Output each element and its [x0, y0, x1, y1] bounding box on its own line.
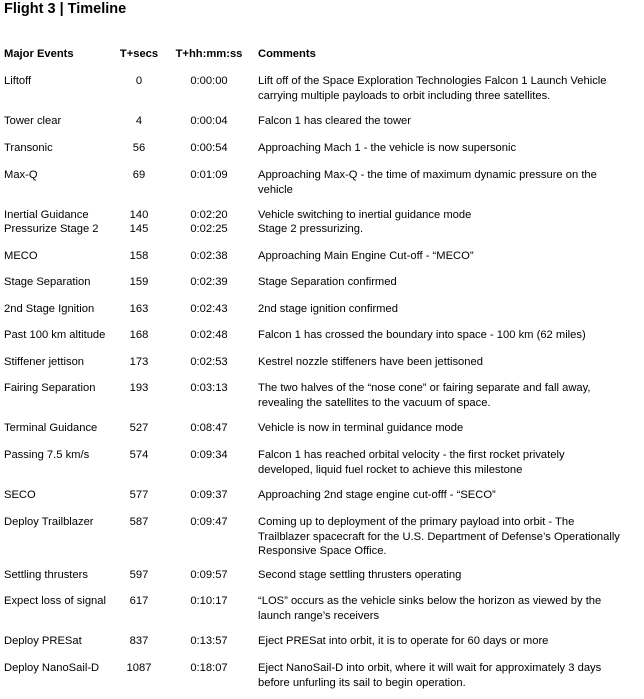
event-t-secs: 159 — [129, 276, 149, 288]
event-comment: carrying multiple payloads to orbit including three satellites. — [258, 89, 551, 102]
event-comment: Approaching Main Engine Cut-off - “MECO” — [258, 250, 474, 262]
event-name: Terminal Guidance — [4, 422, 98, 434]
event-t-hhmmss: 0:18:07 — [190, 662, 228, 674]
event-name: Settling thrusters — [4, 569, 88, 581]
event-t-secs: 617 — [129, 595, 149, 607]
event-comment: Approaching Mach 1 - the vehicle is now supersonic — [258, 142, 517, 154]
event-t-hhmmss: 0:02:39 — [190, 276, 228, 288]
event-comment: Responsive Space Office. — [258, 545, 387, 557]
event-name: Deploy Trailblazer — [4, 516, 94, 528]
event-comment: Falcon 1 has crossed the boundary into space - 100 km (62 miles) — [258, 329, 586, 341]
event-t-hhmmss: 0:01:09 — [190, 169, 228, 181]
event-name: Past 100 km altitude — [4, 329, 106, 341]
event-name: Stiffener jettison — [4, 356, 85, 368]
event-name: Deploy NanoSail-D — [4, 662, 100, 674]
event-comment: Second stage settling thrusters operating — [258, 569, 462, 581]
event-t-hhmmss: 0:10:17 — [190, 595, 228, 607]
event-comment: before unfurling its sail to begin operation. — [258, 676, 466, 689]
event-name: Liftoff — [4, 75, 32, 87]
event-name: Stage Separation — [4, 276, 91, 288]
event-name: Fairing Separation — [4, 382, 96, 394]
event-t-hhmmss: 0:09:57 — [190, 569, 228, 581]
event-t-secs: 0 — [135, 75, 143, 87]
event-t-secs: 69 — [132, 169, 146, 181]
event-t-hhmmss: 0:03:13 — [190, 382, 228, 394]
event-name: Pressurize Stage 2 — [4, 223, 99, 235]
event-comment: launch range’s receivers — [258, 609, 380, 622]
header-t-hhmmss: T+hh:mm:ss — [175, 48, 243, 60]
event-name: Expect loss of signal — [4, 595, 106, 607]
event-t-hhmmss: 0:00:54 — [190, 142, 228, 154]
event-t-secs: 140 — [129, 209, 149, 221]
event-name: Inertial Guidance — [4, 209, 89, 221]
event-t-hhmmss: 0:02:25 — [190, 223, 228, 235]
event-t-secs: 4 — [135, 115, 143, 127]
header-major-events: Major Events — [4, 48, 74, 60]
event-name: Transonic — [4, 142, 53, 154]
event-comment: Eject NanoSail-D into orbit, where it will wait for approximately 3 days — [258, 662, 602, 674]
event-name: SECO — [4, 489, 36, 501]
event-comment: Eject PRESat into orbit, it is to operate for 60 days or more — [258, 635, 549, 647]
event-t-hhmmss: 0:13:57 — [190, 635, 228, 647]
header-comments: Comments — [258, 48, 316, 60]
event-name: Deploy PRESat — [4, 635, 82, 647]
event-t-secs: 574 — [129, 449, 149, 461]
event-name: Tower clear — [4, 115, 62, 127]
event-t-hhmmss: 0:02:38 — [190, 250, 228, 262]
event-t-secs: 56 — [132, 142, 146, 154]
event-t-hhmmss: 0:02:48 — [190, 329, 228, 341]
event-comment: “LOS” occurs as the vehicle sinks below the horizon as viewed by the — [258, 595, 602, 607]
event-t-secs: 158 — [129, 250, 149, 262]
event-t-secs: 597 — [129, 569, 149, 581]
event-comment: Kestrel nozzle stiffeners have been jettisoned — [258, 356, 483, 368]
event-t-secs: 145 — [129, 223, 149, 235]
event-comment: Approaching 2nd stage engine cut-offf - “SECO” — [258, 489, 496, 501]
event-comment: Vehicle switching to inertial guidance mode — [258, 209, 472, 221]
event-t-hhmmss: 0:02:20 — [190, 209, 228, 221]
event-t-secs: 168 — [129, 329, 149, 341]
event-t-secs: 163 — [129, 303, 149, 315]
event-comment: Falcon 1 has cleared the tower — [258, 115, 411, 127]
event-t-hhmmss: 0:02:43 — [190, 303, 228, 315]
event-t-hhmmss: 0:00:04 — [190, 115, 228, 127]
event-comment: Vehicle is now in terminal guidance mode — [258, 422, 464, 434]
event-comment: 2nd stage ignition confirmed — [258, 303, 398, 315]
event-comment: revealing the satellites to the vacuum of space. — [258, 396, 491, 409]
event-t-secs: 1087 — [126, 662, 152, 674]
event-t-hhmmss: 0:09:34 — [190, 449, 228, 461]
event-comment: The two halves of the “nose cone” or fairing separate and fall away, — [258, 382, 591, 394]
event-t-hhmmss: 0:09:37 — [190, 489, 228, 501]
event-t-hhmmss: 0:08:47 — [190, 422, 228, 434]
event-t-hhmmss: 0:00:00 — [190, 75, 228, 87]
event-comment: Lift off of the Space Exploration Technologies Falcon 1 Launch Vehicle — [258, 75, 607, 87]
event-comment: Coming up to deployment of the primary payload into orbit - The — [258, 516, 575, 528]
document-title: Flight 3 | Timeline — [4, 1, 127, 17]
header-t-secs: T+secs — [119, 48, 159, 60]
event-comment: Trailblazer spacecraft for the U.S. Department of Defense’s Operationally — [258, 530, 620, 543]
event-name: MECO — [4, 250, 38, 262]
event-comment: vehicle — [258, 183, 293, 196]
event-name: Max-Q — [4, 169, 38, 181]
event-comment: Stage 2 pressurizing. — [258, 223, 364, 235]
event-comment: Stage Separation confirmed — [258, 276, 397, 288]
event-t-hhmmss: 0:09:47 — [190, 516, 228, 528]
event-comment: Falcon 1 has reached orbital velocity - the first rocket privately — [258, 449, 565, 461]
event-t-secs: 587 — [129, 516, 149, 528]
event-t-secs: 193 — [129, 382, 149, 394]
event-t-secs: 527 — [129, 422, 149, 434]
event-t-secs: 837 — [129, 635, 149, 647]
event-t-secs: 173 — [129, 356, 149, 368]
event-name: Passing 7.5 km/s — [4, 449, 90, 461]
event-t-secs: 577 — [129, 489, 149, 501]
event-comment: developed, liquid fuel rocket to achieve this milestone — [258, 463, 523, 476]
event-comment: Approaching Max-Q - the time of maximum dynamic pressure on the — [258, 169, 597, 181]
event-name: 2nd Stage Ignition — [4, 303, 95, 315]
event-t-hhmmss: 0:02:53 — [190, 356, 228, 368]
